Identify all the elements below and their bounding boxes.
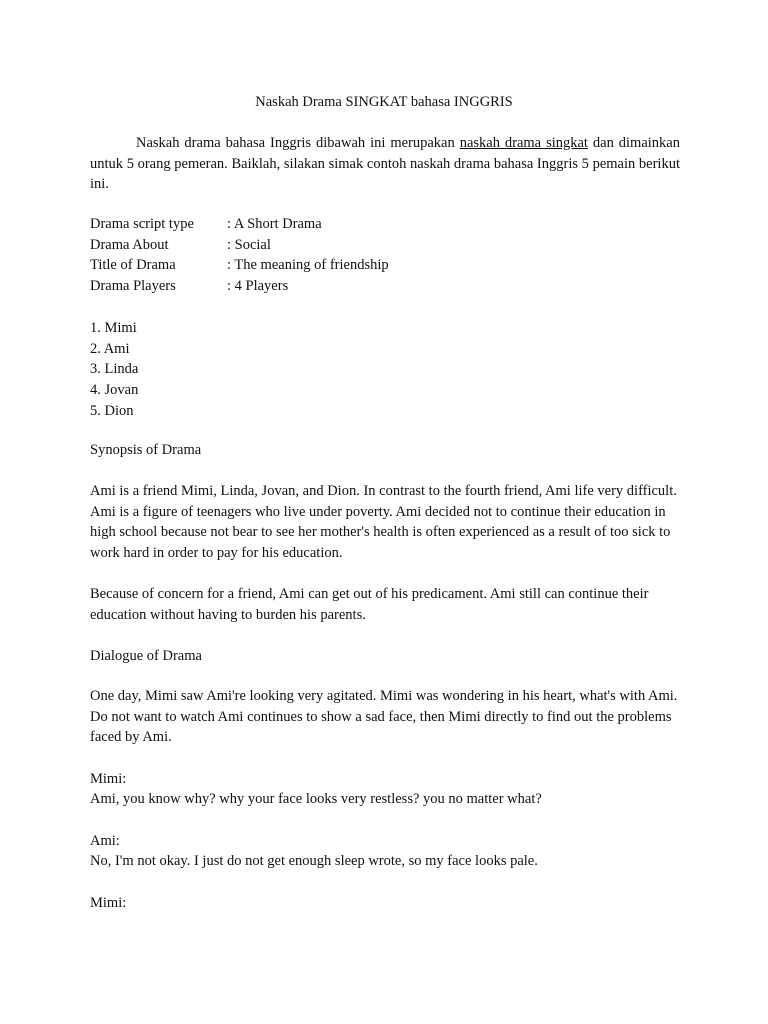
- player-item: 3. Linda: [90, 361, 139, 378]
- info-row: [90, 255, 389, 276]
- dialogue-speaker: Mimi:: [90, 771, 127, 787]
- document-title: Naskah Drama SINGKAT bahasa INGGRIS: [255, 94, 513, 110]
- info-key: Drama Players: [90, 278, 176, 295]
- intro-paragraph: [90, 133, 680, 195]
- info-row: [90, 214, 389, 235]
- info-value: : The meaning of friendship: [227, 257, 389, 274]
- dialogue-heading: Dialogue of Drama: [90, 648, 202, 664]
- player-item: 2. Ami: [90, 340, 130, 357]
- info-row: [90, 235, 389, 256]
- dialogue-intro-paragraph: One day, Mimi saw Ami're looking very agitated. Mimi was wondering in his heart, what's with Ami. Do not want to watch Ami continues to show a sad face, then Mimi directly to find out the problems faced by Ami.: [90, 688, 678, 746]
- dialogue-speaker: Mimi:: [90, 895, 127, 911]
- naskah-drama-singkat-link[interactable]: naskah drama singkat: [459, 135, 588, 151]
- player-item: 5. Dion: [90, 402, 134, 419]
- info-value: : 4 Players: [227, 278, 289, 295]
- info-row: [90, 276, 389, 297]
- dialogue-speaker: Ami:: [90, 833, 120, 849]
- dialogue-line: No, I'm not okay. I just do not get enough sleep wrote, so my face looks pale.: [90, 853, 538, 869]
- intro-text-before-link: Naskah drama bahasa Inggris dibawah ini merupakan: [136, 135, 460, 151]
- synopsis-paragraph-1: Ami is a friend Mimi, Linda, Jovan, and Dion. In contrast to the fourth friend, Ami life very difficult. Ami is a figure of teenagers who live under poverty. Ami decided not to continue their education in high school because not bear to see her mother's health is often experienced as a result of too sick to work hard in order to pay for his education.: [90, 483, 677, 562]
- info-value: : A Short Drama: [227, 216, 322, 232]
- player-item: 1. Mimi: [90, 320, 137, 336]
- drama-info-table: [90, 214, 389, 297]
- player-list: [90, 318, 138, 422]
- info-key: Title of Drama: [90, 257, 176, 274]
- dialogue-line: Ami, you know why? why your face looks very restless? you no matter what?: [90, 791, 542, 807]
- info-value: : Social: [227, 236, 271, 253]
- intro-text-after-link: dan dimainkan untuk 5 orang pemeran. Baiklah, silakan simak contoh naskah drama bahasa Inggris 5 pemain berikut ini.: [90, 135, 680, 193]
- synopsis-heading: Synopsis of Drama: [90, 442, 202, 458]
- player-item: 4. Jovan: [90, 382, 139, 399]
- synopsis-paragraph-2: Because of concern for a friend, Ami can get out of his predicament. Ami still can continue their education without having to burden his parents.: [90, 586, 649, 623]
- info-key: Drama script type: [90, 216, 194, 232]
- info-key: Drama About: [90, 236, 169, 253]
